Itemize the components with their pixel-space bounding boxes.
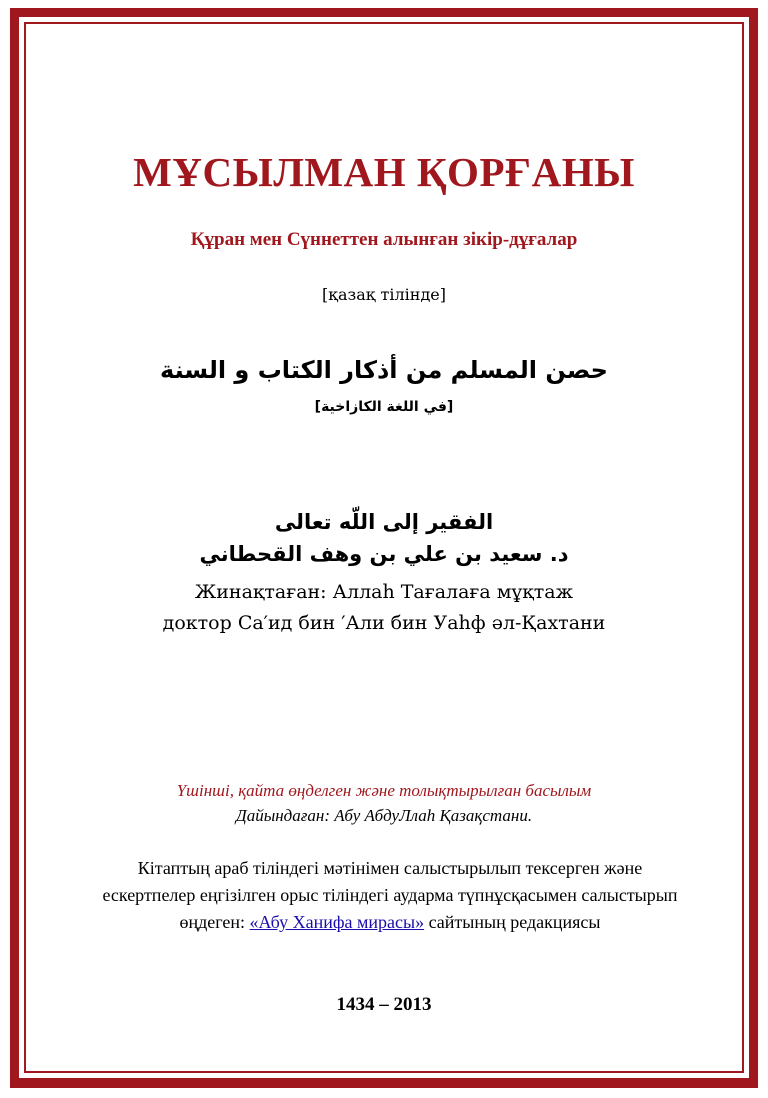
frame-bottom-band xyxy=(10,1078,758,1088)
editorial-note-tail: сайтының редакциясы xyxy=(424,912,601,932)
book-subtitle: Құран мен Сүннеттен алынған зікір-дұғалар xyxy=(190,229,578,250)
abu-hanifa-mirasy-link[interactable]: «Абу Ханифа мирасы» xyxy=(249,912,425,932)
frame-top-band xyxy=(10,8,758,17)
editorial-note-text: Кітаптың араб тіліндегі мәтінімен салыстырылып тексерген және ескертпелер еңгізілген орыс тіліндегі аударма түпнұсқасымен салыстырып өңдеген: xyxy=(102,858,678,932)
editorial-note xyxy=(90,855,690,936)
arabic-author-line-1: الفقير إلى اللّه تعالى xyxy=(274,510,494,534)
compiled-by: Жинақтаған: Аллаһ Тағалаға мұқтаж xyxy=(194,581,574,603)
arabic-title: حصن المسلم من أذكار الكتاب و السنة xyxy=(160,356,608,384)
language-note: [қазақ тілінде] xyxy=(322,285,446,304)
publication-years: 1434 – 2013 xyxy=(336,994,432,1015)
frame-top-line xyxy=(26,22,742,24)
arabic-language-note: [في اللغة الكازاخية] xyxy=(314,399,454,415)
arabic-author-line-2: د. سعيد بن علي بن وهف القحطاني xyxy=(199,542,569,566)
author-name: доктор Са′ид бин ′Али бин Уаһф әл-Қахтани xyxy=(162,612,606,634)
frame-bottom-line xyxy=(26,1071,742,1073)
prepared-by: Дайындаған: Абу АбдуЛлаһ Қазақстани. xyxy=(235,806,533,825)
book-title: МҰСЫЛМАН ҚОРҒАНЫ xyxy=(133,149,635,195)
edition-note: Үшінші, қайта өңделген және толықтырылған басылым xyxy=(176,781,592,800)
